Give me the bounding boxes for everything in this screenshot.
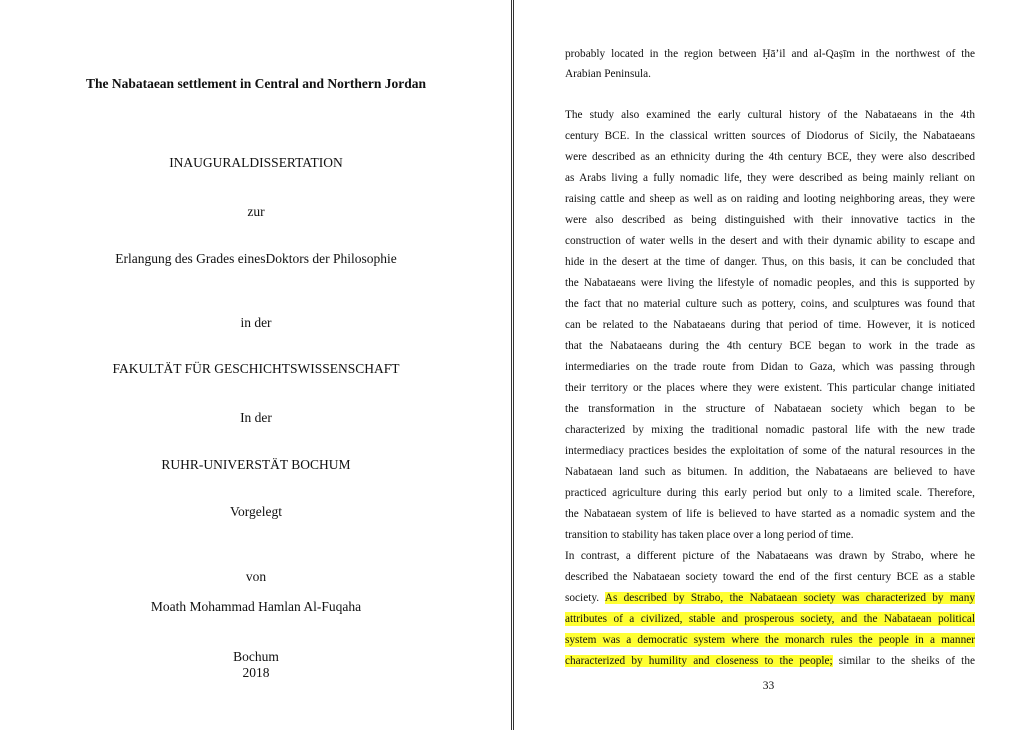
highlighted-text: As described by Strabo, the Nabataean society was characterized by many xyxy=(604,592,975,604)
zur-text: zur xyxy=(247,204,265,219)
text-line: Nabataean land such as bitumen. In addition, the Nabataeans are believed to have xyxy=(565,466,975,478)
text-line-highlight-end xyxy=(565,654,975,668)
page-number: 33 xyxy=(762,680,775,692)
text-fragment: similar to the sheiks of the xyxy=(832,655,975,667)
university-name: RUHR-UNIVERSTÄT BOCHUM xyxy=(161,457,351,472)
text-line: In contrast, a different picture of the Nabataeans was drawn by Strabo, where he xyxy=(565,550,975,562)
text-line: the transformation in the structure of Nabataean society which began to be xyxy=(565,403,975,415)
text-line: practiced agriculture during this early period but only to a limited scale. Therefore, xyxy=(565,487,975,499)
year-text: 2018 xyxy=(242,665,270,680)
faculty-name: FAKULTÄT FÜR GESCHICHTSWISSENSCHAFT xyxy=(112,361,400,376)
in-der-text: in der xyxy=(240,315,272,330)
vorgelegt-text: Vorgelegt xyxy=(230,504,282,519)
author-name: Moath Mohammad Hamlan Al-Fuqaha xyxy=(150,599,362,614)
city-text: Bochum xyxy=(233,649,279,664)
document-type: INAUGURALDISSERTATION xyxy=(169,155,343,170)
text-line: hide in the desert at the time of danger. Thus, on this basis, it can be concluded that xyxy=(565,256,975,268)
text-line: raising cattle and sheep as well as on raiding and looting neighboring areas, they were xyxy=(565,193,975,205)
text-line: construction of water wells in the desert and with their dynamic ability to escape and xyxy=(565,235,975,247)
text-line: were described as an ethnicity during the 4th century BCE, they were also described xyxy=(565,151,975,163)
degree-text: Erlangung des Grades einesDoktors der Philosophie xyxy=(115,251,397,266)
text-line: intermediacy practices besides the exploitation of some of the natural resources in the xyxy=(565,445,975,457)
text-line: Arabian Peninsula. xyxy=(565,68,651,80)
text-line: century BCE. In the classical written sources of Diodorus of Sicily, the Nabataeans xyxy=(565,130,975,142)
text-line: described the Nabataean society toward the end of the first century BCE as a stable xyxy=(565,571,975,583)
text-line: the Nabataean system of life is believed to have started as a nomadic system and the xyxy=(565,508,975,520)
text-line: The study also examined the early cultural history of the Nabataeans in the 4th xyxy=(565,109,975,121)
text-line: can be related to the Nabataeans during that period of time. However, it is noticed xyxy=(565,319,975,331)
highlighted-line: system was a democratic system where the monarch rules the people in a manner xyxy=(565,634,975,646)
text-line: transition to stability has taken place over a long period of time. xyxy=(565,529,854,541)
von-text: von xyxy=(245,569,267,584)
text-line: probably located in the region between Ḥā’il and al-Qaṣīm in the northwest of the xyxy=(565,48,975,60)
text-line: the fact that no material culture such as pottery, coins, and sculptures was found that xyxy=(565,298,975,310)
text-line: characterized by mixing the traditional nomadic pastoral life with the new trade xyxy=(565,424,975,436)
text-line-highlight-start xyxy=(565,591,975,605)
text-line: that the Nabataeans during the 4th century BCE began to work in the trade as xyxy=(565,340,975,352)
in-der-text-2: In der xyxy=(240,410,272,425)
text-line: were also described as being distinguished with their innovative tactics in the xyxy=(565,214,975,226)
text-line: as Arabs living a fully nomadic life, they were described as being mainly reliant on xyxy=(565,172,975,184)
thesis-title: The Nabataean settlement in Central and Northern Jordan xyxy=(85,76,427,91)
text-line: their territory or the places where they were existent. This particular change initiated xyxy=(565,382,975,394)
text-fragment: society. xyxy=(565,592,605,604)
text-line: intermediaries on the trade route from Didan to Gaza, which was passing through xyxy=(565,361,975,373)
highlighted-line: attributes of a civilized, stable and prosperous society, and the Nabataean political xyxy=(565,613,975,625)
highlighted-text: characterized by humility and closeness to the people; xyxy=(565,655,833,667)
text-line: the Nabataeans were living the lifestyle of nomadic peoples, and this is supported by xyxy=(565,277,975,289)
